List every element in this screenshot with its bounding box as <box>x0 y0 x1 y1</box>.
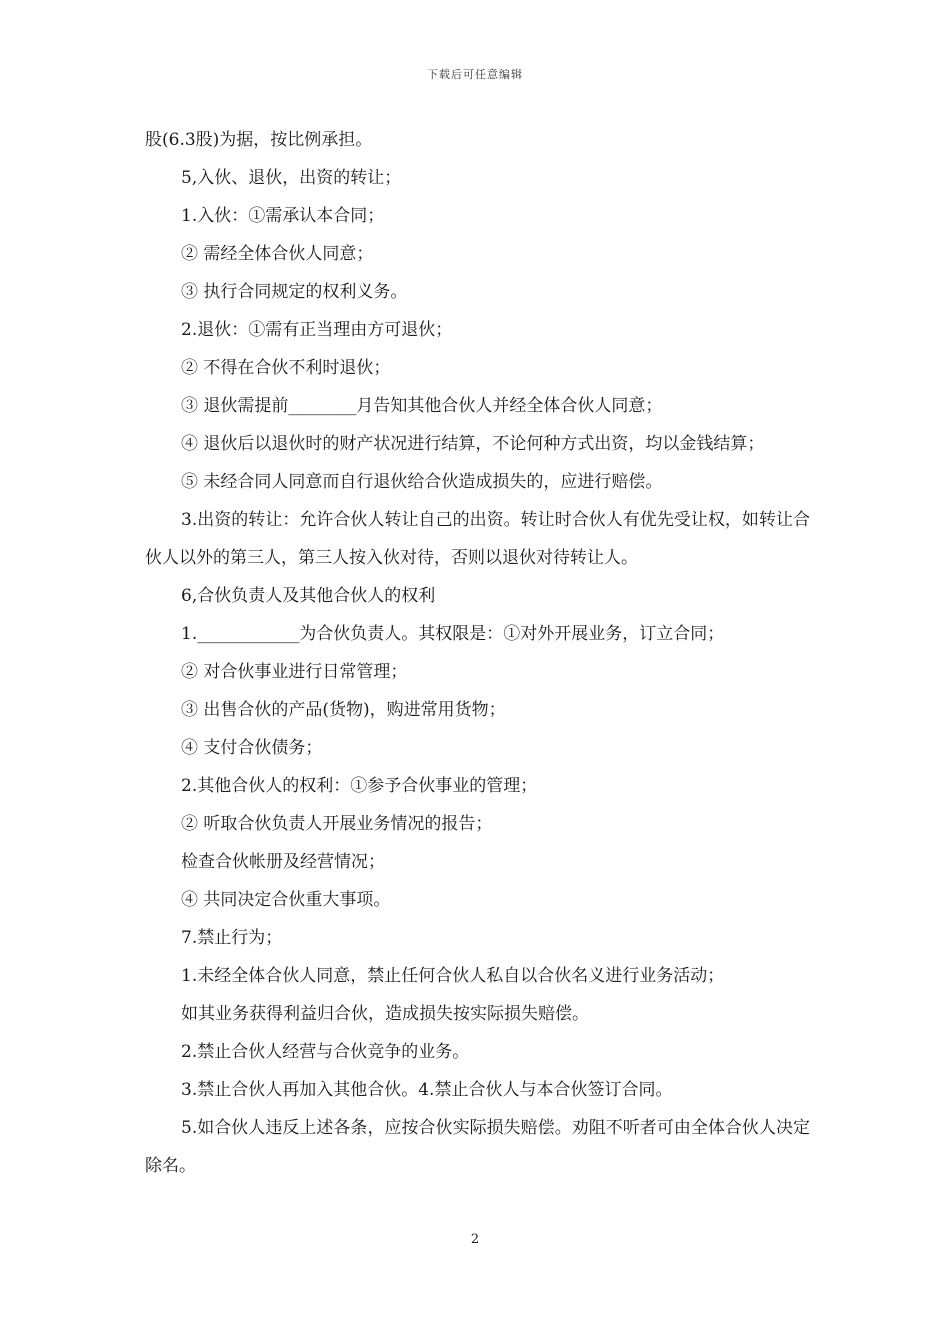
paragraph: 5,入伙、退伙，出资的转让； <box>181 168 402 188</box>
page-header-note: 下载后可任意编辑 <box>427 68 523 81</box>
paragraph: ② 听取合伙负责人开展业务情况的报告； <box>181 814 493 834</box>
fill-in-blank: ________ <box>288 396 357 416</box>
paragraph: 3.禁止合伙人再加入其他合伙。4.禁止合伙人与本合伙签订合同。 <box>181 1080 673 1100</box>
paragraph: 检查合伙帐册及经营情况； <box>181 852 385 872</box>
paragraph: 5.如合伙人违反上述各条，应按合伙实际损失赔偿。劝阻不听者可由全体合伙人决定除名。 <box>145 1118 810 1176</box>
section-heading: 7.禁止行为； <box>181 928 283 948</box>
paragraph: ② 不得在合伙不利时退伙； <box>181 358 391 378</box>
paragraph: 1.入伙：①需承认本合同； <box>181 206 385 226</box>
paragraph: ③ 执行合同规定的权利义务。 <box>181 282 408 302</box>
paragraph: 1.未经全体合伙人同意，禁止任何合伙人私自以合伙名义进行业务活动； <box>181 966 725 986</box>
paragraph: ④ 共同决定合伙重大事项。 <box>181 890 391 910</box>
paragraph: 3.出资的转让：允许合伙人转让自己的出资。转让时合伙人有优先受让权，如转让合伙人以外的第三人，第三人按入伙对待，否则以退伙对待转让人。 <box>145 510 810 568</box>
paragraph: 2.退伙：①需有正当理由方可退伙； <box>181 320 453 340</box>
paragraph: ② 需经全体合伙人同意； <box>181 244 374 264</box>
text-segment: ③ 退伙需提前 <box>181 396 289 416</box>
paragraph-with-blank <box>145 615 810 653</box>
fill-in-blank: ____________ <box>197 624 300 644</box>
paragraph: 2.其他合伙人的权利：①参予合伙事业的管理； <box>181 776 538 796</box>
paragraph: ④ 退伙后以退伙时的财产状况进行结算，不论何种方式出资，均以金钱结算； <box>181 434 765 454</box>
text-segment: 月告知其他合伙人并经全体合伙人同意； <box>356 396 663 416</box>
text-segment: 1. <box>181 624 198 644</box>
paragraph: 股(6.3股)为据，按比例承担。 <box>145 130 373 150</box>
paragraph-with-blank <box>145 387 810 425</box>
section-heading: 6,合伙负责人及其他合伙人的权利 <box>181 586 436 606</box>
paragraph: ⑤ 未经合同人同意而自行退伙给合伙造成损失的，应进行赔偿。 <box>181 472 663 492</box>
page-number: 2 <box>470 1232 480 1247</box>
paragraph: ③ 出售合伙的产品(货物)，购进常用货物； <box>181 700 506 720</box>
paragraph: ② 对合伙事业进行日常管理； <box>181 662 408 682</box>
text-segment: 为合伙负责人。其权限是：①对外开展业务，订立合同； <box>299 624 725 644</box>
document-body <box>145 121 810 1185</box>
paragraph: 如其业务获得利益归合伙，造成损失按实际损失赔偿。 <box>181 1004 589 1024</box>
paragraph: 2.禁止合伙人经营与合伙竞争的业务。 <box>181 1042 470 1062</box>
paragraph: ④ 支付合伙债务； <box>181 738 323 758</box>
